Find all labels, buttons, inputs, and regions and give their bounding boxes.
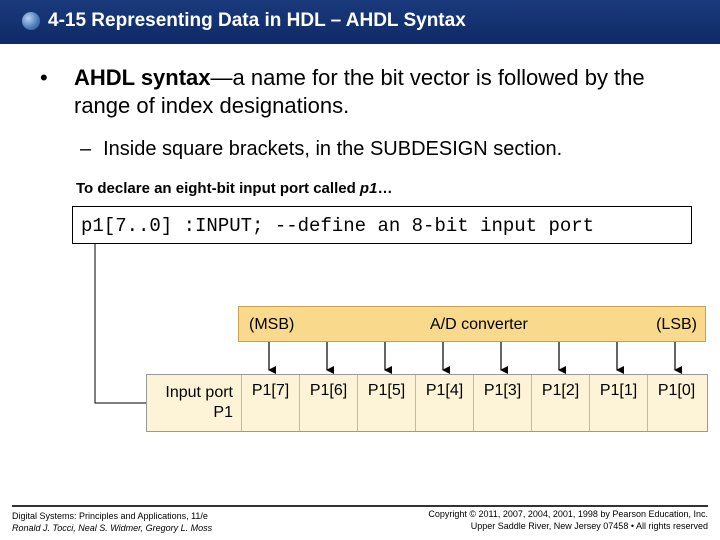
footer-book-title: Digital Systems: Principles and Applications, 11/e	[12, 511, 208, 521]
bit-cell-6: P1[6]	[299, 375, 357, 431]
input-port-label	[151, 383, 233, 427]
round-bullet-icon	[22, 12, 40, 30]
footer-copyright-line2: Upper Saddle River, New Jersey 07458 • All rights reserved	[470, 521, 708, 531]
sub-bullet-text: Inside square brackets, in the SUBDESIGN section.	[103, 138, 563, 160]
input-port-block	[146, 374, 708, 432]
bit-cell-4: P1[4]	[415, 375, 473, 431]
msb-label: (MSB)	[249, 316, 295, 333]
bullet-description: —a name for the bit vector is followed by the range of index designations.	[74, 65, 645, 118]
declaration-leader-line	[95, 244, 146, 403]
bit-cell-1: P1[1]	[589, 375, 647, 431]
caption-port-name: p1	[359, 180, 378, 197]
footer-copyright-line1: Copyright © 2011, 2007, 2004, 2001, 1998 by Pearson Education, Inc.	[428, 509, 708, 519]
footer-rule	[12, 505, 708, 507]
bit-arrows	[269, 342, 675, 370]
code-declaration: p1[7..0] :INPUT; --define an 8-bit input port	[81, 215, 595, 237]
port-label-line1: Input port	[165, 384, 233, 401]
port-label-line2: P1	[213, 404, 233, 421]
converter-label: A/D converter	[430, 316, 528, 333]
bit-cell-2: P1[2]	[531, 375, 589, 431]
bullet-text	[74, 64, 700, 120]
sub-bullet	[80, 138, 562, 161]
bit-cell-7: P1[7]	[241, 375, 299, 431]
bit-cell-0: P1[0]	[647, 375, 705, 431]
main-bullet	[40, 64, 700, 120]
bit-cell-5: P1[5]	[357, 375, 415, 431]
ad-converter-block	[238, 306, 706, 342]
caption-prefix: To declare an eight-bit input port called	[76, 180, 360, 197]
slide-title: 4-15 Representing Data in HDL – AHDL Syntax	[48, 10, 466, 31]
footer-authors: Ronald J. Tocci, Neal S. Widmer, Gregory L. Moss	[12, 523, 213, 533]
footer-book-info	[12, 510, 212, 534]
footer-copyright	[428, 508, 708, 532]
example-caption	[76, 180, 392, 197]
caption-suffix: …	[377, 180, 393, 197]
code-box	[72, 206, 692, 244]
bit-cell-3: P1[3]	[473, 375, 531, 431]
lsb-label: (LSB)	[656, 316, 697, 333]
bullet-term: AHDL syntax	[74, 65, 211, 90]
bullet-dot: •	[40, 65, 48, 90]
sub-bullet-dash: –	[80, 138, 92, 160]
title-bar	[0, 0, 720, 44]
